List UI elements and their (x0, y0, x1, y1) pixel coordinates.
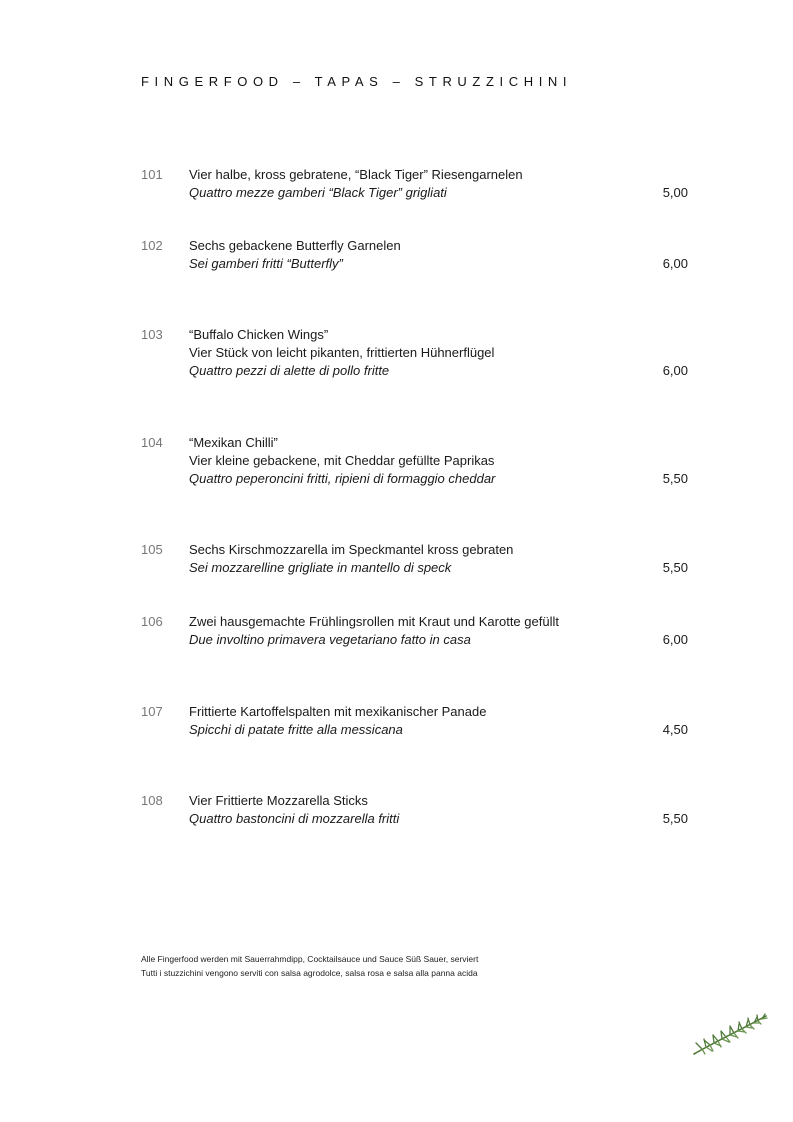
item-name-german: Sechs gebackene Butterfly Garnelen (189, 238, 401, 253)
item-price: 5,50 (662, 560, 688, 575)
footer-note (141, 952, 478, 980)
item-description (189, 541, 649, 577)
item-name-italian: Sei gamberi fritti “Butterfly” (189, 256, 343, 271)
item-number: 101 (141, 167, 163, 182)
item-name-german: Sechs Kirschmozzarella im Speckmantel kross gebraten (189, 542, 514, 557)
item-price: 6,00 (662, 632, 688, 647)
item-name-italian: Due involtino primavera vegetariano fatto in casa (189, 632, 471, 647)
item-description (189, 434, 649, 488)
item-name-german: “Buffalo Chicken Wings” (189, 327, 329, 342)
item-number: 104 (141, 435, 163, 450)
item-name-italian: Quattro peperoncini fritti, ripieni di formaggio cheddar (189, 471, 496, 486)
footer-note-italian: Tutti i stuzzichini vengono serviti con salsa agrodolce, salsa rosa e salsa alla panna acida (141, 968, 478, 978)
item-price: 5,00 (662, 185, 688, 200)
item-name-italian: Sei mozzarelline grigliate in mantello di speck (189, 560, 452, 575)
item-price: 5,50 (662, 811, 688, 826)
item-number: 107 (141, 704, 163, 719)
item-number: 108 (141, 793, 163, 808)
item-name-german: Frittierte Kartoffelspalten mit mexikanischer Panade (189, 704, 487, 719)
item-name-italian: Quattro pezzi di alette di pollo fritte (189, 363, 390, 378)
item-number: 102 (141, 238, 163, 253)
item-name-german: Vier Stück von leicht pikanten, frittierten Hühnerflügel (189, 345, 495, 360)
item-number: 105 (141, 542, 163, 557)
item-price: 6,00 (662, 363, 688, 378)
item-description (189, 613, 649, 649)
item-name-german: Vier Frittierte Mozzarella Sticks (189, 793, 368, 808)
item-name-german: Vier halbe, kross gebratene, “Black Tiger” Riesengarnelen (189, 167, 523, 182)
item-number: 106 (141, 614, 163, 629)
item-description (189, 237, 649, 273)
item-name-german: Vier kleine gebackene, mit Cheddar gefüllte Paprikas (189, 453, 495, 468)
item-number: 103 (141, 327, 163, 342)
item-description (189, 326, 649, 380)
item-price: 6,00 (662, 256, 688, 271)
rosemary-sprig-icon (690, 1008, 770, 1058)
item-name-italian: Spicchi di patate fritte alla messicana (189, 722, 403, 737)
item-name-german: Zwei hausgemachte Frühlingsrollen mit Kraut und Karotte gefüllt (189, 614, 559, 629)
item-price: 4,50 (662, 722, 688, 737)
item-description (189, 792, 649, 828)
item-description (189, 166, 649, 202)
item-name-italian: Quattro bastoncini di mozzarella fritti (189, 811, 400, 826)
footer-note-german: Alle Fingerfood werden mit Sauerrahmdipp, Cocktailsauce und Sauce Süß Sauer, serviert (141, 954, 479, 964)
item-price: 5,50 (662, 471, 688, 486)
item-name-italian: Quattro mezze gamberi “Black Tiger” grigliati (189, 185, 447, 200)
page-title: FINGERFOOD – TAPAS – STRUZZICHINI (141, 74, 573, 89)
item-description (189, 703, 649, 739)
item-name-german: “Mexikan Chilli” (189, 435, 278, 450)
